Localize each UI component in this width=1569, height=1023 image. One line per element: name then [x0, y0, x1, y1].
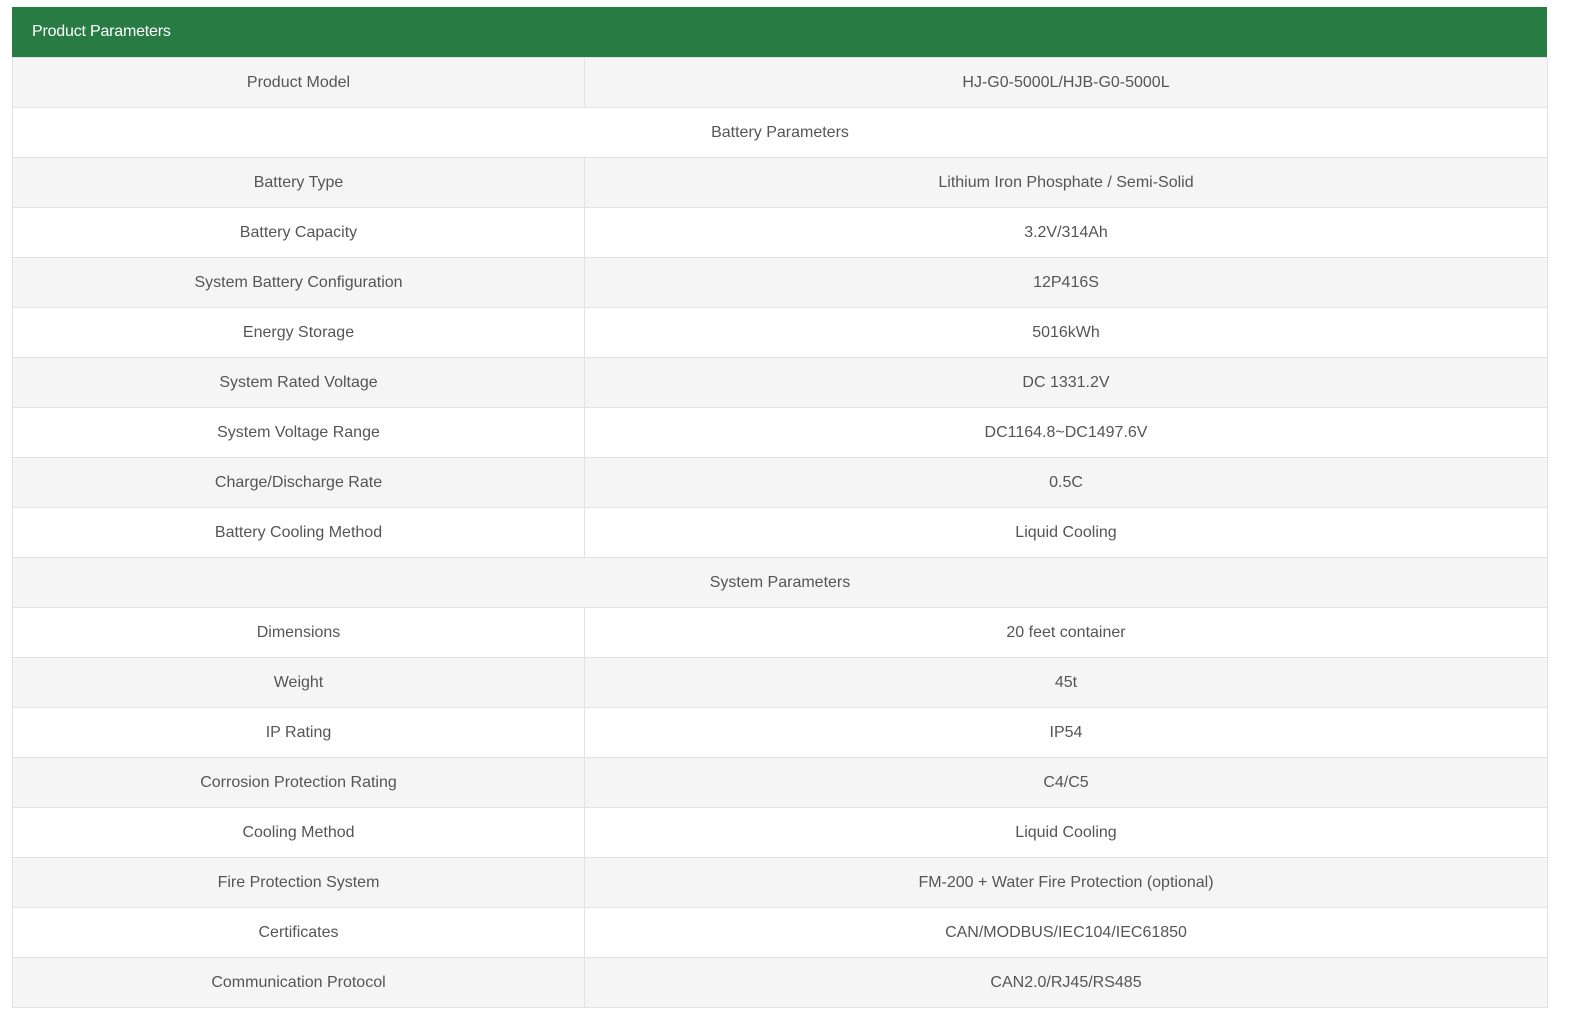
parameter-value: 20 feet container: [585, 608, 1548, 658]
parameter-label: Weight: [13, 658, 585, 708]
product-parameters-panel: [12, 7, 1547, 1008]
table-row: [13, 958, 1548, 1008]
parameter-label: Battery Type: [13, 158, 585, 208]
parameter-label: Certificates: [13, 908, 585, 958]
parameter-value: 3.2V/314Ah: [585, 208, 1548, 258]
parameters-table-body: [13, 58, 1548, 1008]
parameter-value: CAN2.0/RJ45/RS485: [585, 958, 1548, 1008]
section-heading: Battery Parameters: [13, 108, 1548, 158]
parameter-label: Product Model: [13, 58, 585, 108]
parameter-value: FM-200 + Water Fire Protection (optional): [585, 858, 1548, 908]
table-row: [13, 908, 1548, 958]
parameter-label: System Battery Configuration: [13, 258, 585, 308]
parameter-label: System Rated Voltage: [13, 358, 585, 408]
table-row: [13, 258, 1548, 308]
parameter-value: 45t: [585, 658, 1548, 708]
section-row: [13, 558, 1548, 608]
parameter-label: Fire Protection System: [13, 858, 585, 908]
table-row: [13, 458, 1548, 508]
table-row: [13, 408, 1548, 458]
parameter-label: IP Rating: [13, 708, 585, 758]
parameter-value: HJ-G0-5000L/HJB-G0-5000L: [585, 58, 1548, 108]
parameter-value: IP54: [585, 708, 1548, 758]
parameter-label: Dimensions: [13, 608, 585, 658]
parameter-value: DC1164.8~DC1497.6V: [585, 408, 1548, 458]
table-row: [13, 208, 1548, 258]
parameter-label: System Voltage Range: [13, 408, 585, 458]
parameter-label: Battery Capacity: [13, 208, 585, 258]
panel-title: Product Parameters: [32, 23, 171, 40]
parameters-table: [12, 57, 1548, 1008]
table-row: [13, 808, 1548, 858]
parameter-label: Energy Storage: [13, 308, 585, 358]
parameter-label: Communication Protocol: [13, 958, 585, 1008]
parameter-value: CAN/MODBUS/IEC104/IEC61850: [585, 908, 1548, 958]
parameter-value: Lithium Iron Phosphate / Semi-Solid: [585, 158, 1548, 208]
table-row: [13, 708, 1548, 758]
table-row: [13, 508, 1548, 558]
parameter-label: Charge/Discharge Rate: [13, 458, 585, 508]
table-row: [13, 358, 1548, 408]
section-row: [13, 108, 1548, 158]
table-row: [13, 308, 1548, 358]
parameter-value: DC 1331.2V: [585, 358, 1548, 408]
table-row: [13, 608, 1548, 658]
parameter-value: 0.5C: [585, 458, 1548, 508]
panel-header: [12, 7, 1547, 57]
parameter-label: Cooling Method: [13, 808, 585, 858]
parameter-value: C4/C5: [585, 758, 1548, 808]
section-heading: System Parameters: [13, 558, 1548, 608]
table-row: [13, 158, 1548, 208]
table-row: [13, 658, 1548, 708]
parameter-value: Liquid Cooling: [585, 508, 1548, 558]
parameter-label: Battery Cooling Method: [13, 508, 585, 558]
parameter-value: 5016kWh: [585, 308, 1548, 358]
parameter-label: Corrosion Protection Rating: [13, 758, 585, 808]
parameter-value: 12P416S: [585, 258, 1548, 308]
table-row: [13, 858, 1548, 908]
table-row: [13, 758, 1548, 808]
parameter-value: Liquid Cooling: [585, 808, 1548, 858]
table-row: [13, 58, 1548, 108]
